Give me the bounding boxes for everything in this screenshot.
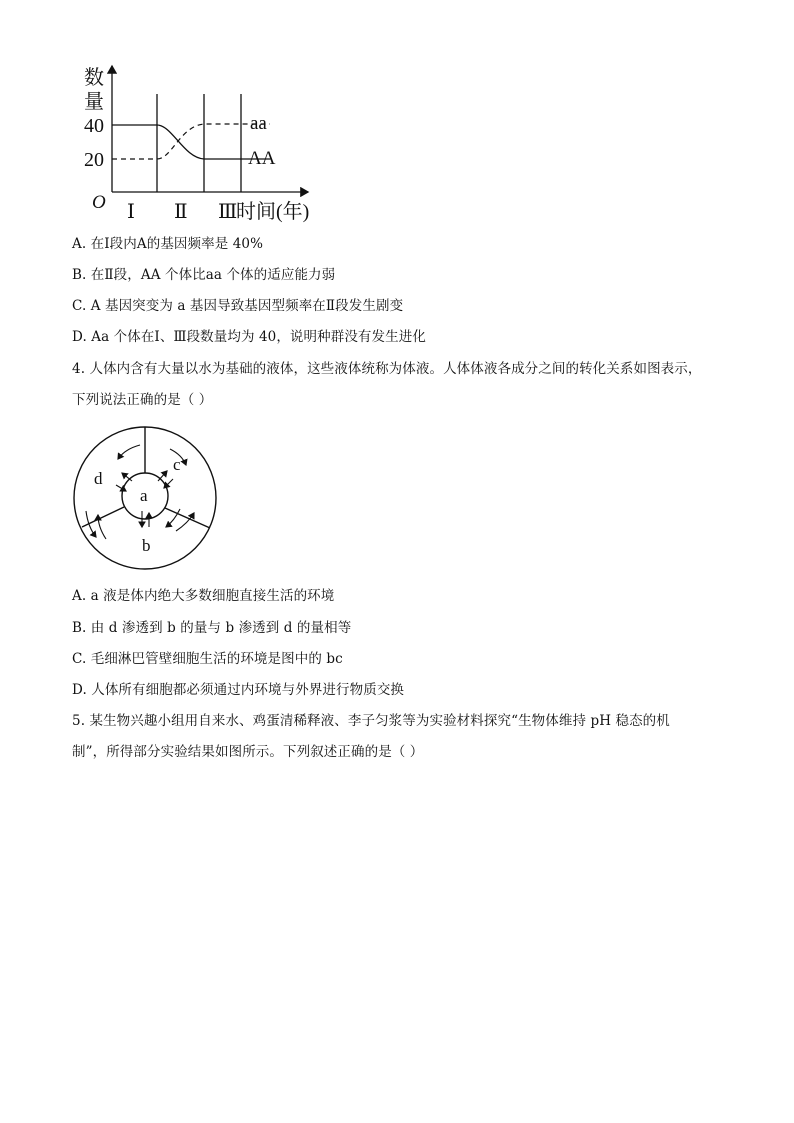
- q3-option-a: A. 在Ⅰ段内A的基因频率是 40%: [72, 236, 264, 252]
- y-label-2: 量: [84, 91, 104, 113]
- label-AA: AA: [248, 148, 276, 169]
- population-chart: [80, 58, 340, 228]
- tick-40: 40: [84, 115, 104, 137]
- origin-label: O: [92, 192, 106, 213]
- label-a: a: [140, 486, 148, 505]
- q4-option-c: C. 毛细淋巴管壁细胞生活的环境是图中的 bc: [72, 651, 343, 667]
- body-fluid-diagram: [70, 423, 220, 573]
- q5-stem-line1: 5. 某生物兴趣小组用自来水、鸡蛋清稀释液、李子匀浆等为实验材料探究“生物体维持 pH 稳态的机: [72, 713, 670, 729]
- divider-left: [82, 507, 124, 527]
- label-aa: aa: [250, 113, 267, 134]
- q4-stem-line1: 4. 人体内含有大量以水为基础的液体，这些液体统称为体液。人体体液各成分之间的转化关系如图表示，: [72, 361, 702, 377]
- x-axis-label: 时间(年): [236, 201, 310, 223]
- q4-option-b: B. 由 d 渗透到 b 的量与 b 渗透到 d 的量相等: [72, 620, 352, 636]
- seg-label-1: Ⅰ: [127, 201, 135, 223]
- q4-option-d: D. 人体所有细胞都必须通过内环境与外界进行物质交换: [72, 682, 405, 698]
- q3-option-c: C. A 基因突变为 a 基因导致基因型频率在Ⅱ段发生剧变: [72, 298, 404, 314]
- q3-option-b: B. 在Ⅱ段，AA 个体比aa 个体的适应能力弱: [72, 267, 336, 283]
- q5-stem-line2: 制”，所得部分实验结果如图所示。下列叙述正确的是（ ）: [72, 744, 424, 760]
- divider-right: [165, 508, 210, 528]
- label-b: b: [142, 536, 151, 555]
- seg-label-3: Ⅲ: [218, 201, 238, 223]
- label-c: c: [173, 455, 181, 474]
- q4-option-a: A. a 液是体内绝大多数细胞直接生活的环境: [72, 588, 335, 604]
- y-label-1: 数: [84, 67, 104, 89]
- q4-stem-line2: 下列说法正确的是（ ）: [72, 392, 213, 408]
- curve-AA: [112, 125, 241, 159]
- tick-20: 20: [84, 149, 104, 171]
- q3-option-d: D. Aa 个体在Ⅰ、Ⅲ段数量均为 40，说明种群没有发生进化: [72, 329, 426, 345]
- label-d: d: [94, 469, 103, 488]
- seg-label-2: Ⅱ: [174, 201, 188, 223]
